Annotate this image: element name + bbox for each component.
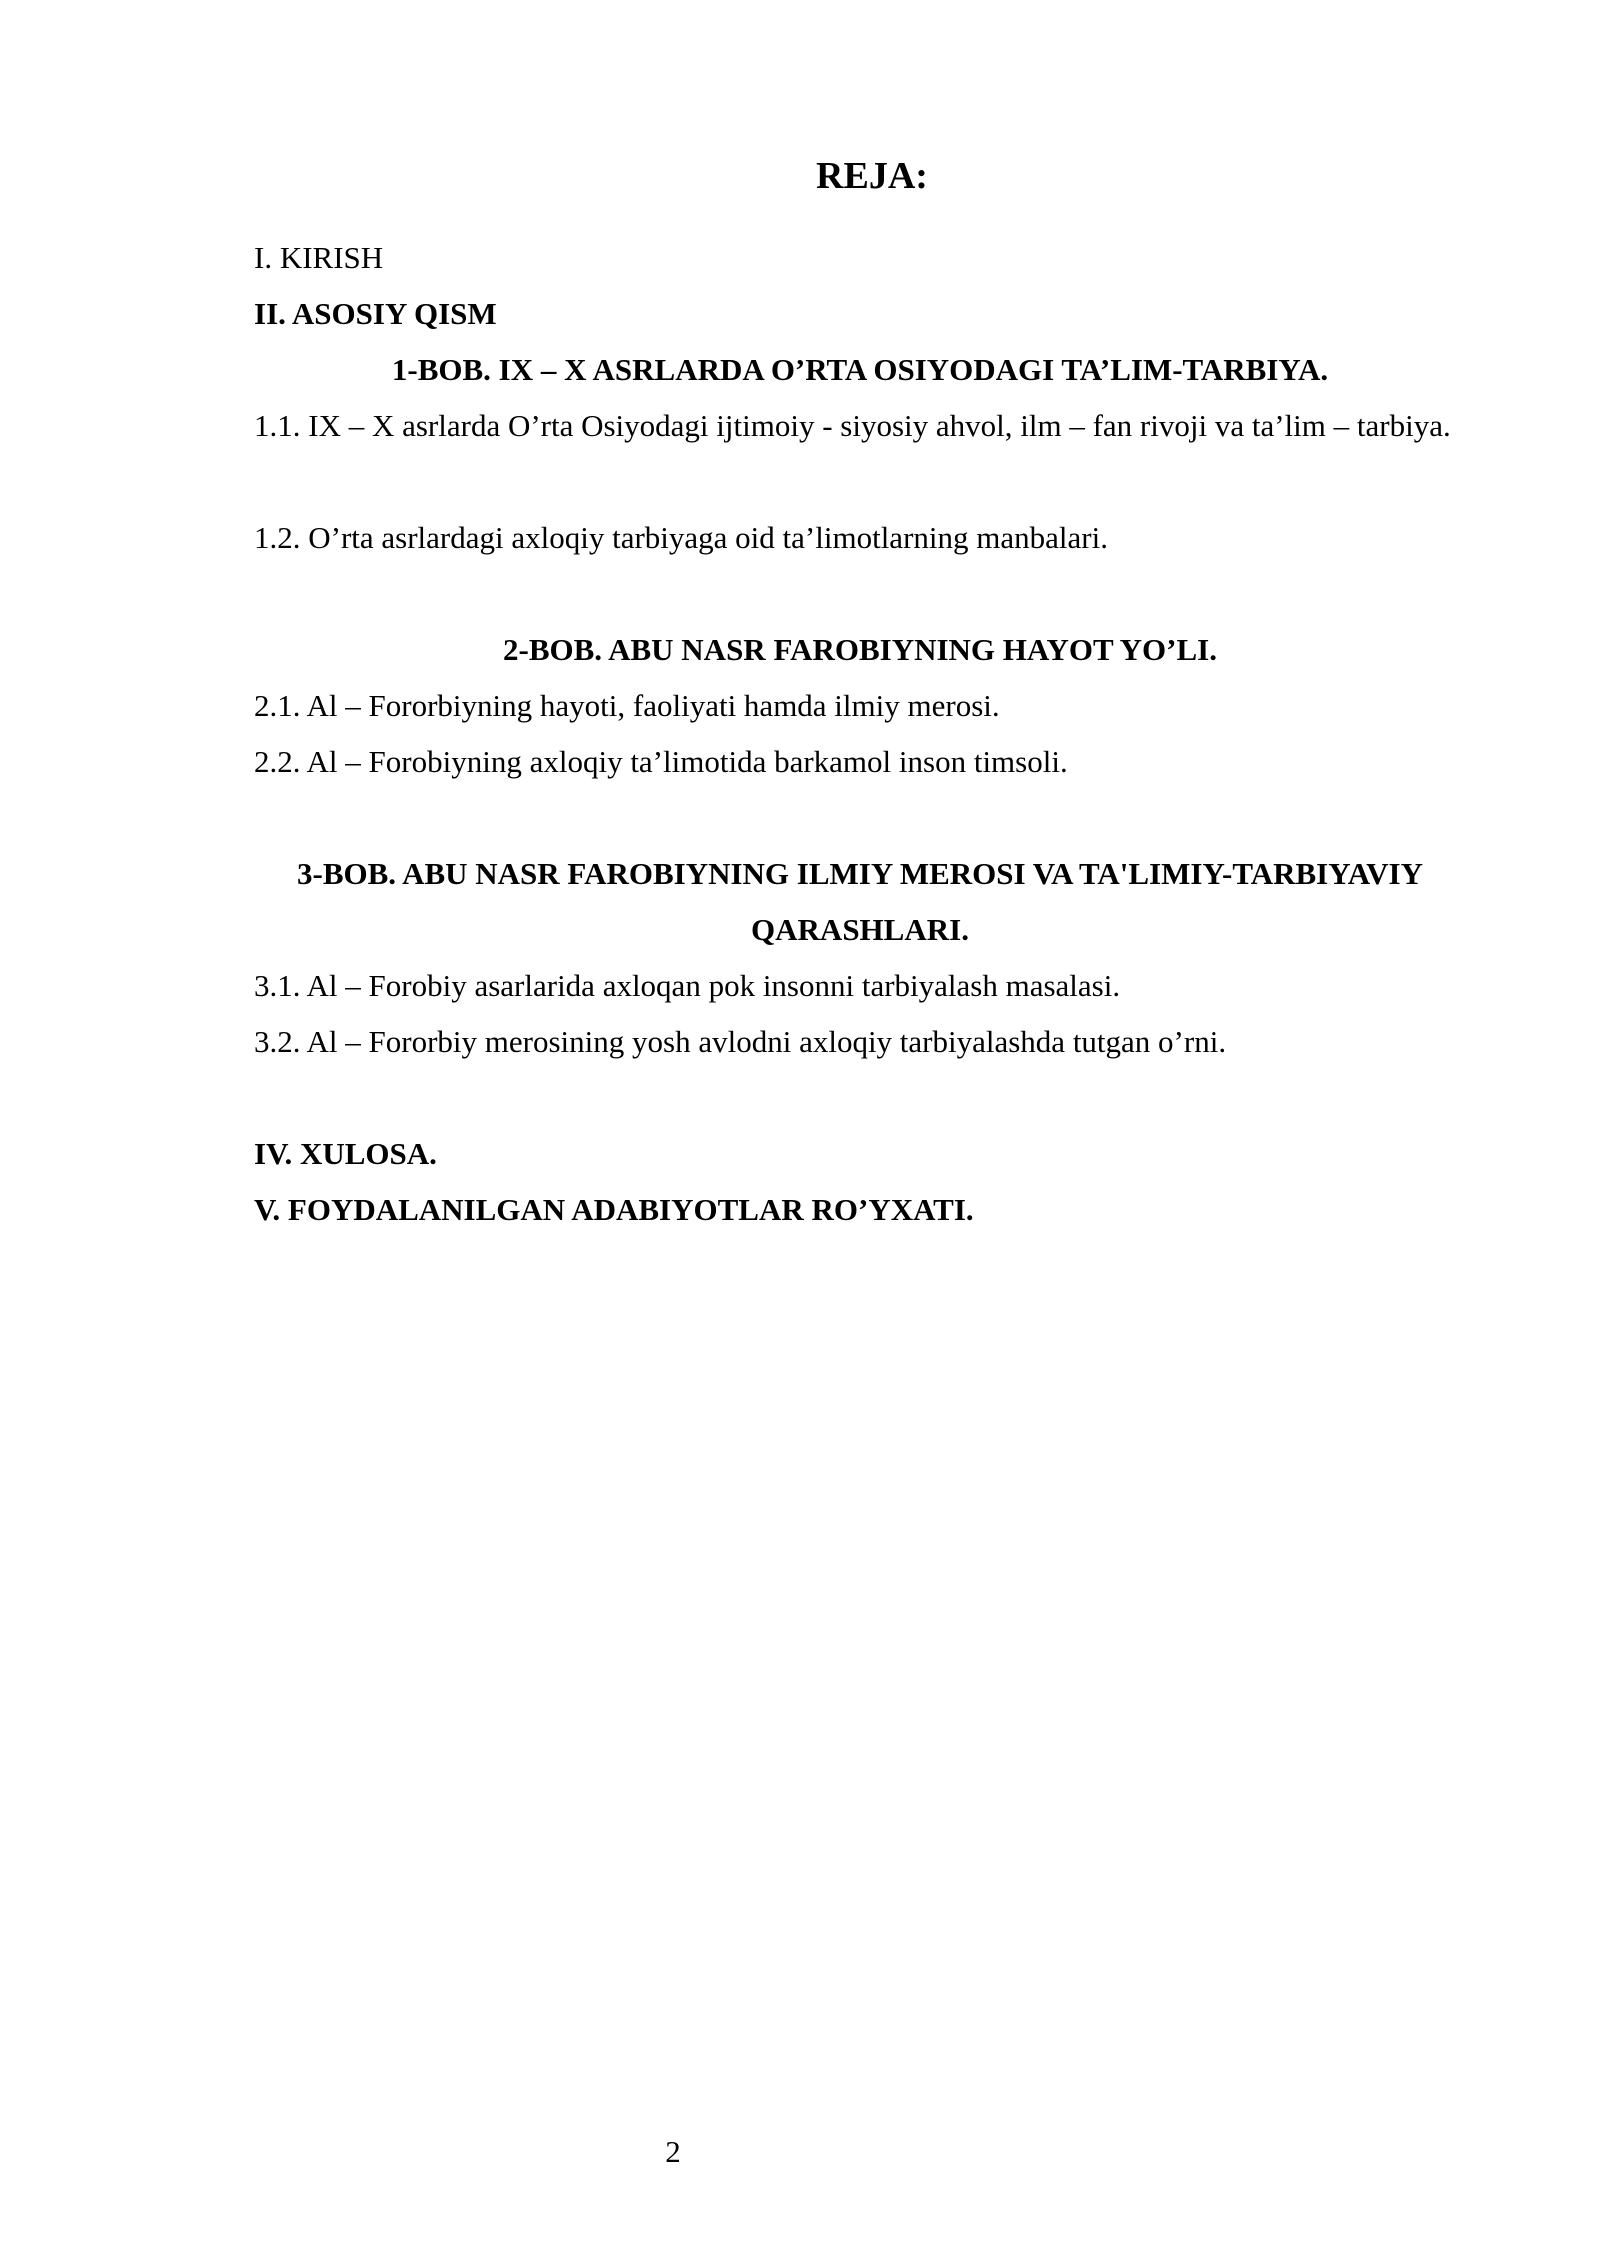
chapter3-item1: 3.1. Al – Forobiy asarlarida axloqan pok insonni tarbiyalash masalasi. xyxy=(254,968,1121,1003)
outline-conclusion: IV. XULOSA. xyxy=(254,1136,437,1171)
chapter1-item1: 1.1. IX – X asrlarda O’rta Osiyodagi ijtimoiy - siyosiy ahvol, ilm – fan rivoji va ta’lim – tarbiya. xyxy=(254,408,1451,443)
chapter1-item2: 1.2. O’rta asrlardagi axloqiy tarbiyaga oid ta’limotlarning manbalari. xyxy=(254,520,1108,555)
outline-references: V. FOYDALANILGAN ADABIYOTLAR RO’YXATI. xyxy=(254,1192,974,1227)
outline-main-part: II. ASOSIY QISM xyxy=(254,296,497,331)
page-number: 2 xyxy=(665,2134,681,2169)
page-title: REJA: xyxy=(816,155,928,197)
chapter1-heading: 1-BOB. IX – X ASRLARDA O’RTA OSIYODAGI TA’LIM-TARBIYA. xyxy=(391,352,1329,387)
outline-intro: I. KIRISH xyxy=(254,240,384,275)
chapter3-heading: 3-BOB. ABU NASR FAROBIYNING ILMIY MEROSI VA TA'LIMIY-TARBIYAVIY QARASHLARI. xyxy=(297,856,1423,947)
chapter2-heading: 2-BOB. ABU NASR FAROBIYNING HAYOT YO’LI. xyxy=(503,632,1217,667)
chapter3-item2: 3.2. Al – Fororbiy merosining yosh avlodni axloqiy tarbiyalashda tutgan o’rni. xyxy=(254,1024,1227,1059)
chapter2-item1: 2.1. Al – Fororbiyning hayoti, faoliyati hamda ilmiy merosi. xyxy=(254,688,1000,723)
chapter2-item2: 2.2. Al – Forobiyning axloqiy ta’limotida barkamol inson timsoli. xyxy=(254,744,1068,779)
